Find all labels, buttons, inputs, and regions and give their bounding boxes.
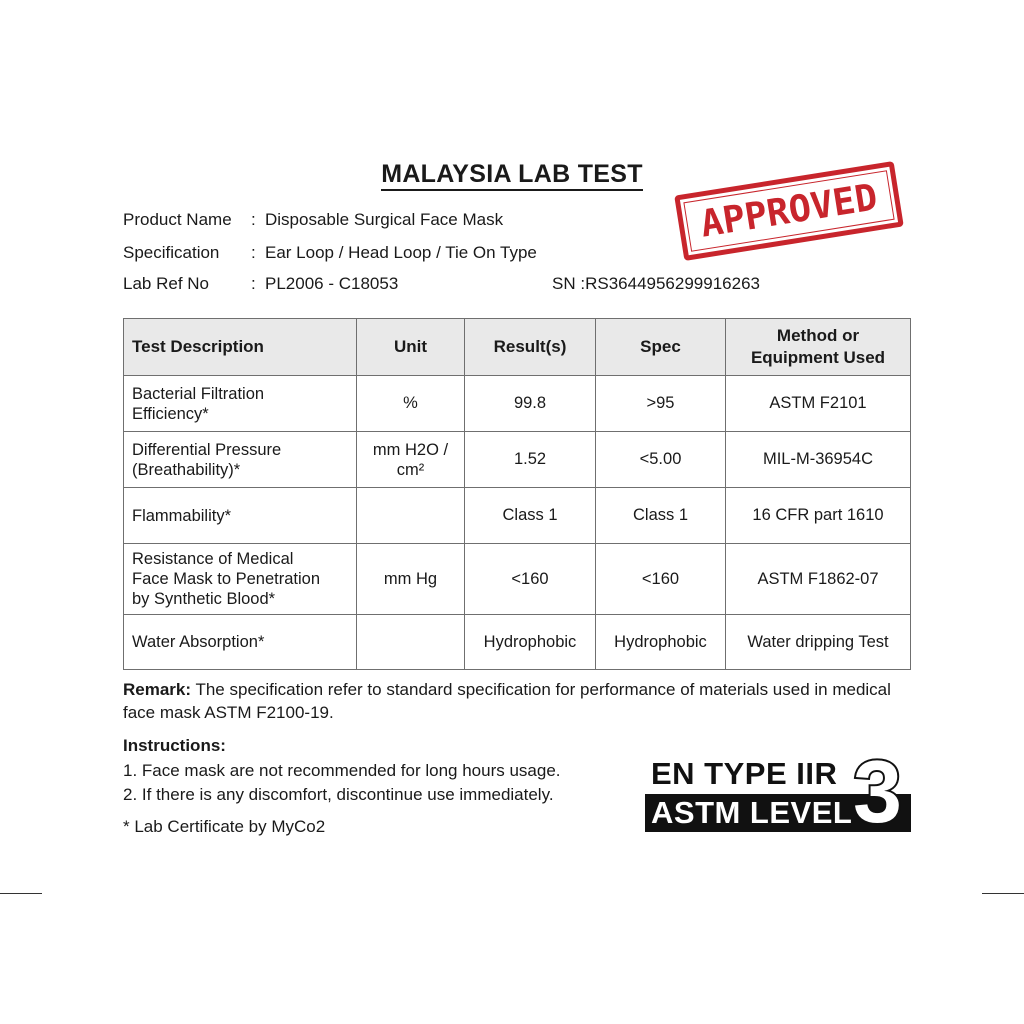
page-title-text: MALAYSIA LAB TEST [381, 160, 643, 191]
specification-label: Specification [123, 243, 220, 262]
header-method-line2: Equipment Used [750, 348, 886, 367]
row-result: 99.8 [465, 376, 596, 432]
sn-value: RS3644956299916263 [585, 274, 760, 293]
colon: : [251, 274, 256, 293]
row-spec: >95 [596, 376, 726, 432]
row-description: Water Absorption* [124, 615, 357, 670]
desc-line: Resistance of Medical [132, 550, 294, 568]
header-unit: Unit [357, 319, 465, 376]
row-unit [357, 432, 465, 488]
desc-line: Differential Pressure [132, 440, 282, 459]
colon: : [251, 210, 256, 229]
lab-certificate-note: * Lab Certificate by MyCo2 [123, 817, 326, 836]
row-spec: <5.00 [596, 432, 726, 488]
serial-number [552, 274, 760, 294]
row-result: Hydrophobic [465, 615, 596, 670]
desc-line: Efficiency* [132, 404, 209, 423]
product-name-value: Disposable Surgical Face Mask [265, 210, 504, 229]
product-name-label: Product Name [123, 210, 232, 229]
row-description [124, 544, 357, 615]
lab-ref-value: PL2006 - C18053 [265, 274, 399, 293]
row-method: ASTM F1862-07 [726, 544, 911, 615]
unit-line: mm H2O / [372, 440, 449, 459]
table-row [124, 544, 911, 615]
instructions-heading: Instructions: [123, 736, 226, 755]
desc-line: Face Mask to Penetration [132, 570, 321, 588]
remark-label: Remark: [123, 680, 192, 699]
badge-line1: EN TYPE IIR [651, 756, 838, 791]
row-spec: Class 1 [596, 488, 726, 544]
row-method: Water dripping Test [726, 615, 911, 670]
row-description [124, 376, 357, 432]
table-row [124, 432, 911, 488]
desc-line: by Synthetic Blood* [132, 590, 276, 608]
instruction-item: 1. Face mask are not recommended for long hours usage. [123, 761, 561, 780]
table-row [124, 376, 911, 432]
remark-text: The specification refer to standard specification for performance of materials used in medical face mask ASTM F2100-19. [123, 680, 891, 722]
row-method: MIL-M-36954C [726, 432, 911, 488]
instruction-item: 2. If there is any discomfort, discontinue use immediately. [123, 785, 554, 804]
colon: : [251, 243, 256, 262]
table-row [124, 488, 911, 544]
unit-line: cm² [396, 460, 425, 479]
row-spec: <160 [596, 544, 726, 615]
lab-test-table [123, 318, 911, 670]
badge-line2: ASTM LEVEL [651, 795, 853, 830]
header-spec: Spec [596, 319, 726, 376]
row-result: <160 [465, 544, 596, 615]
desc-line: (Breathability)* [132, 460, 241, 479]
specification-value: Ear Loop / Head Loop / Tie On Type [265, 243, 537, 262]
row-result: Class 1 [465, 488, 596, 544]
remark-paragraph [123, 678, 913, 724]
table-row [124, 615, 911, 670]
row-unit: mm Hg [357, 544, 465, 615]
header-method-line1: Method or [776, 326, 860, 345]
row-unit: % [357, 376, 465, 432]
row-method: ASTM F2101 [726, 376, 911, 432]
specification-row [123, 243, 537, 263]
lab-ref-row [123, 274, 398, 294]
row-unit [357, 488, 465, 544]
sn-label: SN [552, 274, 576, 293]
left-divider [0, 893, 42, 894]
badge-level-number: 3 [853, 742, 902, 841]
row-result: 1.52 [465, 432, 596, 488]
header-results: Result(s) [465, 319, 596, 376]
row-description [124, 432, 357, 488]
row-description: Flammability* [124, 488, 357, 544]
right-divider [982, 893, 1024, 894]
product-name-row [123, 210, 503, 230]
row-method: 16 CFR part 1610 [726, 488, 911, 544]
row-spec: Hydrophobic [596, 615, 726, 670]
lab-ref-label: Lab Ref No [123, 274, 209, 293]
colon: : [580, 274, 586, 293]
table-header-row [124, 319, 911, 376]
header-test-description: Test Description [124, 319, 357, 376]
stamp-text: APPROVED [697, 175, 881, 246]
en-type-astm-badge [645, 742, 911, 841]
header-method [726, 319, 911, 376]
desc-line: Bacterial Filtration [132, 384, 265, 403]
row-unit [357, 615, 465, 670]
